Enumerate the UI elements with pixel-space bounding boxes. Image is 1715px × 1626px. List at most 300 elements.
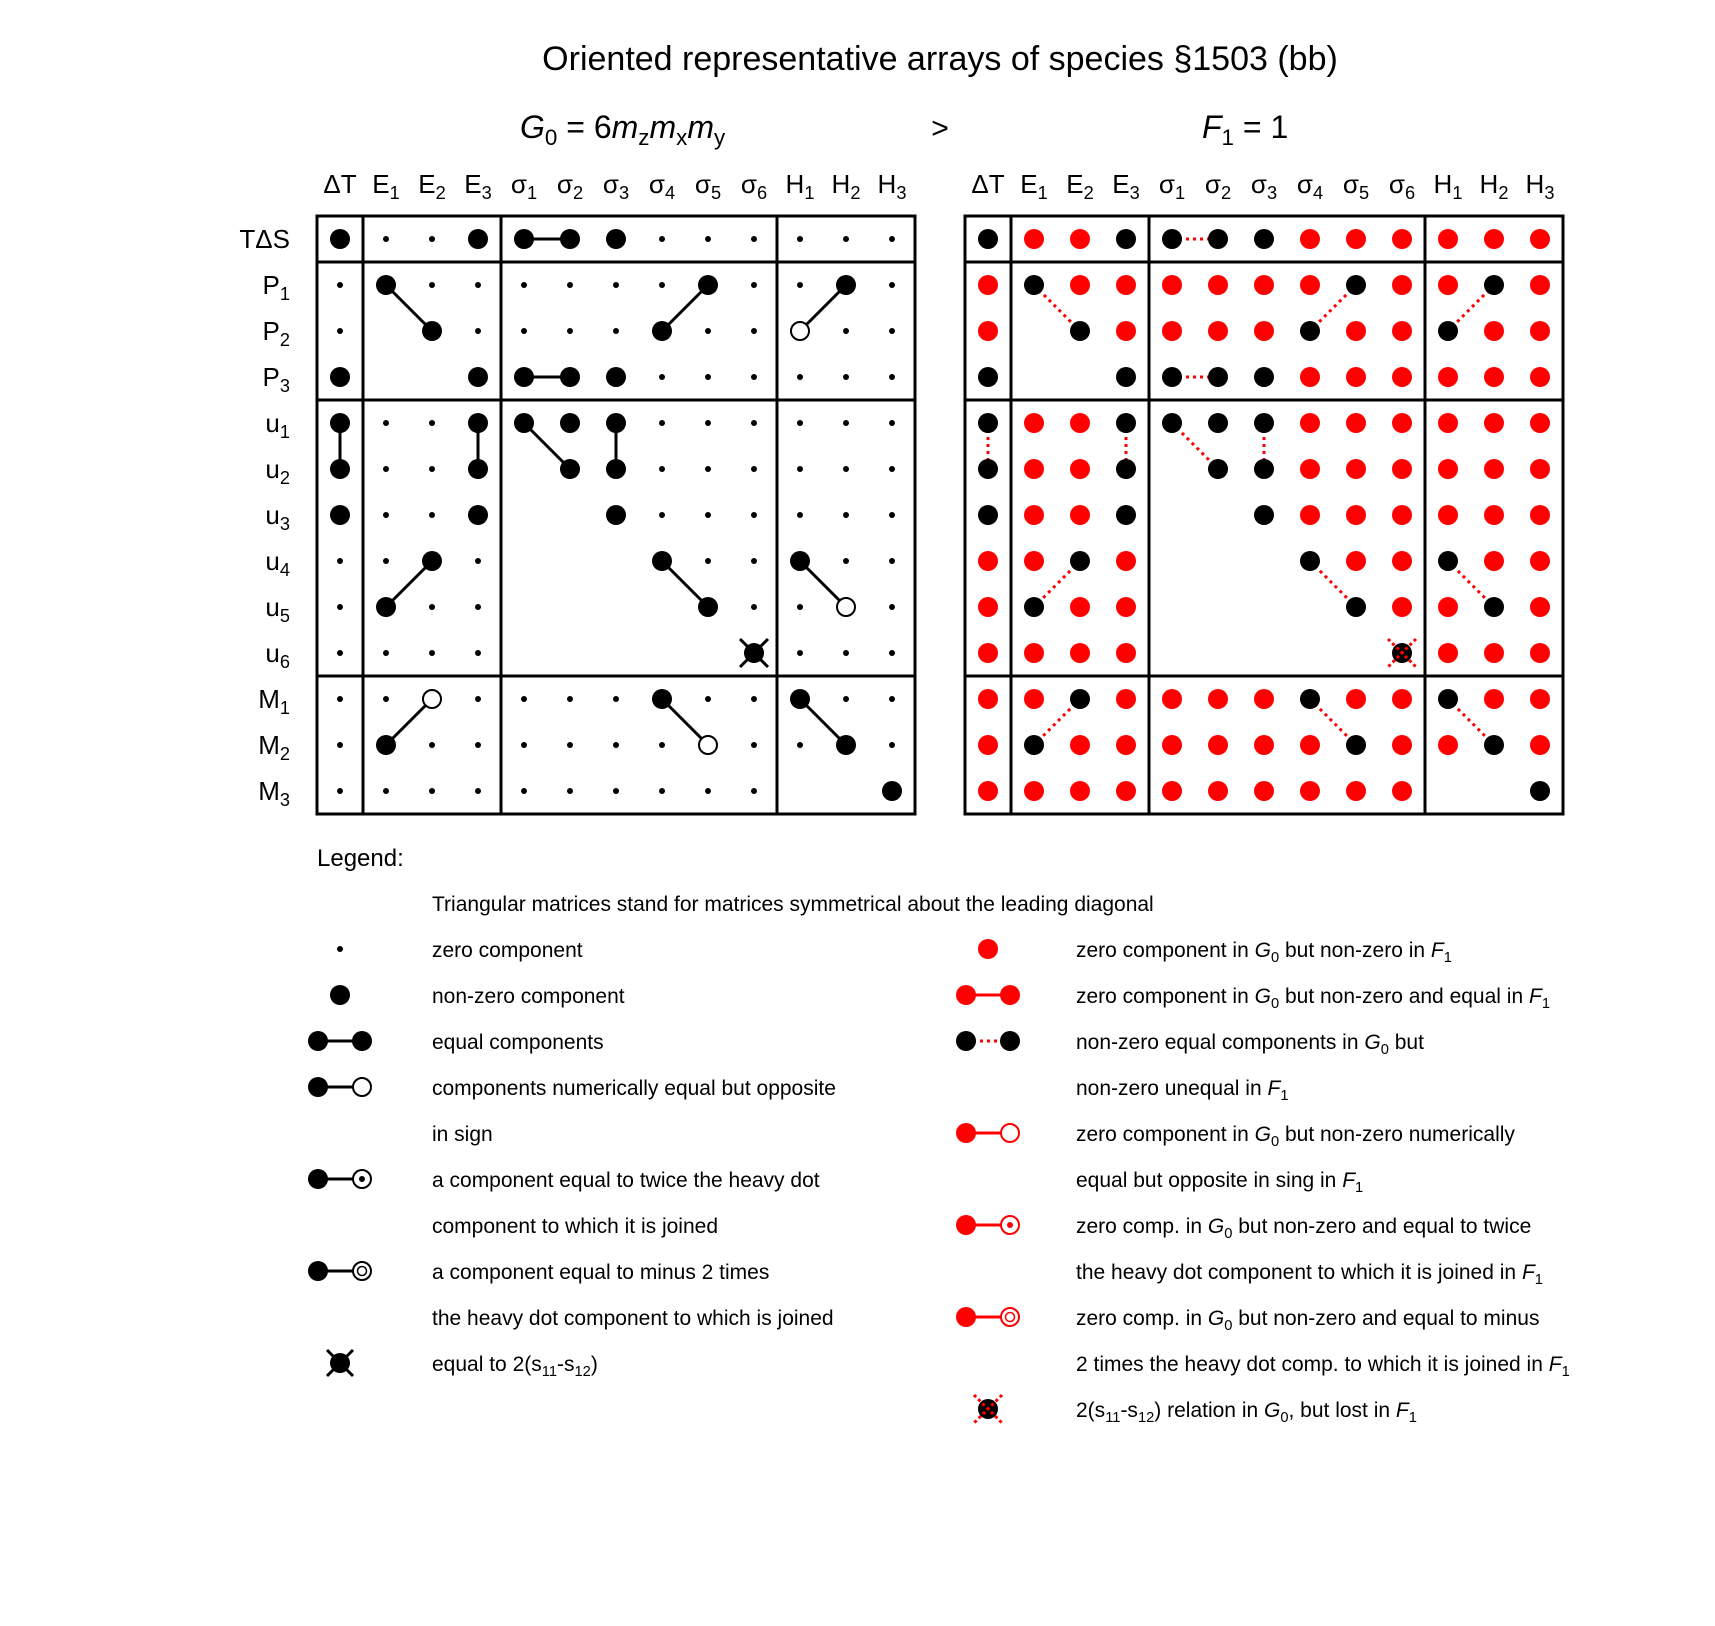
nonzero-component-dot — [652, 321, 672, 341]
legend-item-text: the heavy dot component to which it is joined in F1 — [1076, 1261, 1543, 1288]
nonzero-component-dot — [1346, 735, 1366, 755]
new-nonzero-component-dot — [1024, 413, 1044, 433]
nonzero-component-dot — [422, 551, 442, 571]
column-label: E3 — [464, 169, 492, 203]
zero-component-dot — [705, 420, 711, 426]
zero-component-dot — [797, 282, 803, 288]
new-nonzero-component-dot — [1438, 643, 1458, 663]
column-label: σ2 — [1204, 169, 1232, 203]
new-nonzero-component-dot — [1392, 689, 1412, 709]
zero-component-dot — [567, 282, 573, 288]
zero-component-dot — [797, 236, 803, 242]
column-label: H2 — [1479, 169, 1509, 203]
nonzero-component-dot — [1300, 321, 1320, 341]
zero-component-dot — [475, 742, 481, 748]
new-nonzero-component-dot — [1254, 735, 1274, 755]
new-nonzero-component-dot — [1162, 275, 1182, 295]
nonzero-component-dot — [560, 229, 580, 249]
nonzero-component-dot — [1024, 275, 1044, 295]
row-label: TΔS — [239, 224, 290, 254]
legend-item-text: the heavy dot component to which is joined — [432, 1307, 834, 1330]
opposite-sign-dot — [699, 736, 717, 754]
legend-item-text: zero component in G0 but non-zero in F1 — [1076, 939, 1452, 966]
zero-component-dot — [475, 604, 481, 610]
nonzero-component-dot — [1162, 229, 1182, 249]
new-nonzero-component-dot — [1346, 229, 1366, 249]
zero-component-dot — [383, 696, 389, 702]
nonzero-component-dot — [652, 551, 672, 571]
zero-component-dot — [613, 742, 619, 748]
nonzero-component-dot — [1254, 459, 1274, 479]
new-nonzero-component-dot — [1070, 505, 1090, 525]
column-label: ΔT — [971, 169, 1005, 199]
new-nonzero-component-dot — [978, 551, 998, 571]
legend-symbol — [308, 1261, 328, 1281]
diagram-title: Oriented representative arrays of species §1503 (bb) — [542, 40, 1338, 78]
zero-component-dot — [613, 328, 619, 334]
new-nonzero-component-dot — [1346, 413, 1366, 433]
nonzero-component-dot — [1208, 367, 1228, 387]
nonzero-component-dot — [514, 413, 534, 433]
new-nonzero-component-dot — [1116, 275, 1136, 295]
column-label: σ6 — [1388, 169, 1416, 203]
nonzero-component-dot — [376, 735, 396, 755]
new-nonzero-component-dot — [1438, 275, 1458, 295]
zero-component-dot — [705, 558, 711, 564]
new-nonzero-component-dot — [1346, 505, 1366, 525]
new-nonzero-component-dot — [1530, 735, 1550, 755]
legend-item-text: zero comp. in G0 but non-zero and equal to minus — [1076, 1307, 1540, 1334]
zero-component-dot — [889, 742, 895, 748]
new-nonzero-component-dot — [1116, 321, 1136, 341]
nonzero-component-dot — [606, 367, 626, 387]
new-nonzero-component-dot — [1116, 781, 1136, 801]
new-nonzero-component-dot — [1254, 689, 1274, 709]
legend-item-text: components numerically equal but opposite — [432, 1077, 836, 1100]
zero-component-dot — [705, 374, 711, 380]
row-label: P2 — [262, 316, 290, 350]
zero-component-dot — [843, 512, 849, 518]
legend-item-text: a component equal to minus 2 times — [432, 1261, 770, 1284]
left-header-label: G0 = 6mzmxmy — [520, 109, 726, 151]
left-matrix — [239, 169, 915, 814]
new-nonzero-component-dot — [1484, 367, 1504, 387]
nonzero-component-dot — [1024, 597, 1044, 617]
nonzero-component-dot — [1116, 459, 1136, 479]
new-nonzero-component-dot — [1300, 781, 1320, 801]
new-nonzero-component-dot — [978, 597, 998, 617]
new-nonzero-component-dot — [1530, 321, 1550, 341]
zero-component-dot — [705, 696, 711, 702]
new-nonzero-component-dot — [1070, 643, 1090, 663]
zero-component-dot — [337, 742, 343, 748]
nonzero-component-dot — [330, 413, 350, 433]
new-nonzero-component-dot — [1024, 505, 1044, 525]
new-nonzero-component-dot — [1070, 459, 1090, 479]
zero-component-dot — [475, 328, 481, 334]
zero-component-dot — [521, 742, 527, 748]
new-nonzero-component-dot — [1392, 551, 1412, 571]
new-nonzero-component-dot — [1162, 689, 1182, 709]
zero-component-dot — [383, 466, 389, 472]
legend-item-text: non-zero equal components in G0 but — [1076, 1031, 1424, 1058]
zero-component-dot — [705, 512, 711, 518]
right-header-label: F1 = 1 — [1202, 109, 1289, 151]
column-label: E3 — [1112, 169, 1140, 203]
new-nonzero-component-dot — [1024, 229, 1044, 249]
new-nonzero-component-dot — [1300, 735, 1320, 755]
legend-item-text: equal to 2(s11-s12) — [432, 1353, 598, 1380]
row-label: u4 — [265, 546, 290, 580]
row-label: u3 — [265, 500, 290, 534]
column-label: σ2 — [556, 169, 584, 203]
zero-component-dot — [659, 742, 665, 748]
new-nonzero-component-dot — [1530, 229, 1550, 249]
nonzero-component-dot — [1116, 229, 1136, 249]
nonzero-component-dot — [330, 229, 350, 249]
legend-item-text: zero component — [432, 939, 583, 962]
zero-component-dot — [751, 742, 757, 748]
new-nonzero-component-dot — [1530, 643, 1550, 663]
zero-component-dot — [567, 742, 573, 748]
row-label: u1 — [265, 408, 290, 442]
new-nonzero-component-dot — [1300, 505, 1320, 525]
nonzero-component-dot — [1254, 229, 1274, 249]
nonzero-component-dot — [1438, 551, 1458, 571]
zero-component-dot — [889, 466, 895, 472]
nonzero-component-dot — [606, 505, 626, 525]
zero-component-dot — [429, 466, 435, 472]
zero-component-dot — [429, 420, 435, 426]
zero-component-dot — [797, 374, 803, 380]
new-nonzero-component-dot — [1530, 367, 1550, 387]
legend-item-text: 2(s11-s12) relation in G0, but lost in F1 — [1076, 1399, 1417, 1426]
legend-item-text: non-zero component — [432, 985, 625, 1008]
nonzero-component-dot — [1116, 413, 1136, 433]
zero-component-dot — [613, 282, 619, 288]
legend-symbol — [956, 985, 976, 1005]
nonzero-component-dot — [422, 321, 442, 341]
zero-component-dot — [843, 374, 849, 380]
zero-component-dot — [751, 282, 757, 288]
zero-component-dot — [429, 604, 435, 610]
nonzero-component-dot — [1530, 781, 1550, 801]
new-nonzero-component-dot — [1392, 735, 1412, 755]
zero-component-dot — [521, 328, 527, 334]
nonzero-component-dot — [560, 459, 580, 479]
zero-component-dot — [889, 558, 895, 564]
zero-component-dot — [383, 788, 389, 794]
zero-component-dot — [567, 696, 573, 702]
column-label: σ1 — [510, 169, 538, 203]
zero-component-dot — [705, 466, 711, 472]
new-nonzero-component-dot — [1116, 551, 1136, 571]
new-nonzero-component-dot — [978, 735, 998, 755]
legend-heading: Legend: — [317, 845, 404, 872]
column-label: E2 — [418, 169, 446, 203]
nonzero-component-dot — [1070, 551, 1090, 571]
new-nonzero-component-dot — [1346, 781, 1366, 801]
new-nonzero-component-dot — [1530, 275, 1550, 295]
column-label: H3 — [1525, 169, 1555, 203]
zero-component-dot — [889, 374, 895, 380]
legend-symbol — [330, 985, 350, 1005]
zero-component-dot — [659, 466, 665, 472]
legend-symbol — [1000, 1031, 1020, 1051]
new-nonzero-component-dot — [978, 643, 998, 663]
zero-component-dot — [383, 650, 389, 656]
new-nonzero-component-dot — [1484, 643, 1504, 663]
nonzero-component-dot — [560, 413, 580, 433]
legend-symbol — [1007, 1222, 1013, 1228]
zero-component-dot — [383, 512, 389, 518]
new-nonzero-component-dot — [1530, 597, 1550, 617]
zero-component-dot — [751, 420, 757, 426]
nonzero-component-dot — [468, 229, 488, 249]
zero-component-dot — [659, 236, 665, 242]
nonzero-component-dot — [1116, 505, 1136, 525]
nonzero-component-dot — [1484, 275, 1504, 295]
nonzero-component-dot — [330, 367, 350, 387]
zero-component-dot — [613, 788, 619, 794]
new-nonzero-component-dot — [1392, 413, 1412, 433]
zero-component-dot — [843, 420, 849, 426]
legend-item-text: 2 times the heavy dot comp. to which it is joined in F1 — [1076, 1353, 1570, 1380]
new-nonzero-component-dot — [1484, 459, 1504, 479]
zero-component-dot — [613, 696, 619, 702]
new-nonzero-component-dot — [1346, 459, 1366, 479]
zero-component-dot — [337, 282, 343, 288]
new-nonzero-component-dot — [1438, 229, 1458, 249]
zero-component-dot — [889, 328, 895, 334]
column-label: σ5 — [694, 169, 722, 203]
row-label: P3 — [262, 362, 290, 396]
left-matrix-header — [520, 109, 726, 150]
zero-component-dot — [889, 696, 895, 702]
nonzero-component-dot — [1254, 367, 1274, 387]
zero-component-dot — [429, 282, 435, 288]
zero-component-dot — [889, 512, 895, 518]
zero-component-dot — [797, 466, 803, 472]
zero-component-dot — [751, 374, 757, 380]
row-label: u2 — [265, 454, 290, 488]
column-label: E2 — [1066, 169, 1094, 203]
nonzero-component-dot — [330, 505, 350, 525]
new-nonzero-component-dot — [1162, 781, 1182, 801]
zero-component-dot — [383, 420, 389, 426]
zero-component-dot — [751, 696, 757, 702]
zero-component-dot — [751, 788, 757, 794]
new-nonzero-component-dot — [1438, 735, 1458, 755]
nonzero-component-dot — [1070, 689, 1090, 709]
zero-component-dot — [337, 558, 343, 564]
zero-component-dot — [429, 512, 435, 518]
nonzero-component-dot — [1346, 597, 1366, 617]
nonzero-component-dot — [606, 413, 626, 433]
zero-component-dot — [659, 282, 665, 288]
zero-component-dot — [659, 374, 665, 380]
zero-component-dot — [337, 650, 343, 656]
nonzero-component-dot — [1254, 413, 1274, 433]
new-nonzero-component-dot — [1208, 735, 1228, 755]
legend-symbol — [956, 1307, 976, 1327]
legend-note: Triangular matrices stand for matrices symmetrical about the leading diagonal — [432, 893, 1154, 916]
new-nonzero-component-dot — [1392, 321, 1412, 341]
new-nonzero-component-dot — [978, 689, 998, 709]
zero-component-dot — [383, 236, 389, 242]
legend-item-text: in sign — [432, 1123, 493, 1146]
column-label: σ4 — [648, 169, 676, 203]
column-label: σ6 — [740, 169, 768, 203]
new-nonzero-component-dot — [1300, 367, 1320, 387]
column-label: ΔT — [323, 169, 357, 199]
new-nonzero-component-dot — [1346, 367, 1366, 387]
nonzero-component-dot — [1162, 413, 1182, 433]
nonzero-component-dot — [1208, 413, 1228, 433]
nonzero-component-dot — [1024, 735, 1044, 755]
new-nonzero-component-dot — [1346, 551, 1366, 571]
legend-item-text: component to which it is joined — [432, 1215, 718, 1238]
zero-component-dot — [475, 788, 481, 794]
legend-symbol — [1000, 985, 1020, 1005]
nonzero-component-dot — [978, 459, 998, 479]
zero-component-dot — [843, 696, 849, 702]
column-label: H3 — [877, 169, 907, 203]
comparison-symbol: > — [931, 112, 949, 145]
nonzero-component-dot — [606, 459, 626, 479]
nonzero-component-dot — [1116, 367, 1136, 387]
zero-component-dot — [659, 420, 665, 426]
new-nonzero-component-dot — [1208, 321, 1228, 341]
zero-component-dot — [521, 788, 527, 794]
column-label: H1 — [1433, 169, 1463, 203]
new-nonzero-component-dot — [1162, 321, 1182, 341]
legend-symbol — [359, 1176, 365, 1182]
legend-symbol — [1001, 1308, 1019, 1326]
zero-component-dot — [429, 650, 435, 656]
new-nonzero-component-dot — [1438, 597, 1458, 617]
zero-component-dot — [889, 236, 895, 242]
zero-component-dot — [751, 466, 757, 472]
zero-component-dot — [797, 512, 803, 518]
nonzero-component-dot — [1484, 735, 1504, 755]
zero-component-dot — [889, 604, 895, 610]
nonzero-component-dot — [698, 275, 718, 295]
nonzero-component-dot — [1300, 689, 1320, 709]
nonzero-component-dot — [1438, 321, 1458, 341]
row-label: P1 — [262, 270, 290, 304]
zero-component-dot — [843, 466, 849, 472]
zero-component-dot — [751, 558, 757, 564]
new-nonzero-component-dot — [1024, 459, 1044, 479]
zero-component-dot — [843, 328, 849, 334]
column-label: E1 — [372, 169, 400, 203]
legend-symbol — [1001, 1124, 1019, 1142]
column-label: H1 — [785, 169, 815, 203]
new-nonzero-component-dot — [1530, 551, 1550, 571]
new-nonzero-component-dot — [1024, 781, 1044, 801]
new-nonzero-component-dot — [1484, 413, 1504, 433]
nonzero-component-dot — [1254, 505, 1274, 525]
new-nonzero-component-dot — [1346, 321, 1366, 341]
nonzero-component-dot — [376, 275, 396, 295]
legend-symbol — [337, 946, 343, 952]
zero-component-dot — [843, 650, 849, 656]
right-matrix — [965, 169, 1563, 814]
nonzero-component-dot — [978, 505, 998, 525]
nonzero-component-dot — [978, 413, 998, 433]
zero-component-dot — [337, 328, 343, 334]
new-nonzero-component-dot — [1484, 551, 1504, 571]
new-nonzero-component-dot — [1208, 689, 1228, 709]
legend-item-text: a component equal to twice the heavy dot — [432, 1169, 820, 1192]
nonzero-component-dot — [836, 735, 856, 755]
column-label: σ4 — [1296, 169, 1324, 203]
zero-component-dot — [889, 650, 895, 656]
legend-item-text: non-zero unequal in F1 — [1076, 1077, 1289, 1104]
new-nonzero-component-dot — [1162, 735, 1182, 755]
zero-component-dot — [567, 328, 573, 334]
zero-component-dot — [751, 512, 757, 518]
right-matrix-header — [1202, 109, 1288, 150]
new-nonzero-component-dot — [1438, 367, 1458, 387]
new-nonzero-component-dot — [1484, 229, 1504, 249]
zero-component-dot — [429, 236, 435, 242]
new-nonzero-component-dot — [1484, 689, 1504, 709]
legend-item-text: zero component in G0 but non-zero and equal in F1 — [1076, 985, 1550, 1012]
legend-symbol — [308, 1031, 328, 1051]
nonzero-component-dot — [836, 275, 856, 295]
new-nonzero-component-dot — [1116, 597, 1136, 617]
zero-component-dot — [337, 604, 343, 610]
zero-component-dot — [751, 236, 757, 242]
legend-symbol — [352, 1031, 372, 1051]
new-nonzero-component-dot — [1208, 275, 1228, 295]
new-nonzero-component-dot — [1438, 505, 1458, 525]
nonzero-component-dot — [376, 597, 396, 617]
legend-symbol — [308, 1169, 328, 1189]
new-nonzero-component-dot — [1070, 229, 1090, 249]
nonzero-component-dot — [468, 367, 488, 387]
zero-component-dot — [337, 788, 343, 794]
new-nonzero-component-dot — [1392, 229, 1412, 249]
new-nonzero-component-dot — [1392, 367, 1412, 387]
zero-component-dot — [659, 512, 665, 518]
opposite-sign-dot — [423, 690, 441, 708]
nonzero-component-dot — [1208, 229, 1228, 249]
new-nonzero-component-dot — [1300, 229, 1320, 249]
new-nonzero-component-dot — [1530, 413, 1550, 433]
legend-item-text: equal components — [432, 1031, 604, 1054]
new-nonzero-component-dot — [1070, 413, 1090, 433]
legend-item-text: zero comp. in G0 but non-zero and equal to twice — [1076, 1215, 1532, 1242]
new-nonzero-component-dot — [1392, 275, 1412, 295]
legend-symbol — [308, 1077, 328, 1097]
new-nonzero-component-dot — [1070, 735, 1090, 755]
legend-symbol — [353, 1262, 371, 1280]
new-nonzero-component-dot — [1070, 781, 1090, 801]
new-nonzero-component-dot — [1346, 689, 1366, 709]
nonzero-component-dot — [514, 229, 534, 249]
new-nonzero-component-dot — [1070, 597, 1090, 617]
legend-symbol — [956, 1123, 976, 1143]
new-nonzero-component-dot — [978, 275, 998, 295]
column-label: σ1 — [1158, 169, 1186, 203]
new-nonzero-component-dot — [1392, 597, 1412, 617]
new-nonzero-component-dot — [978, 781, 998, 801]
legend — [308, 845, 1570, 1426]
legend-item-text: zero component in G0 but non-zero numerically — [1076, 1123, 1515, 1150]
